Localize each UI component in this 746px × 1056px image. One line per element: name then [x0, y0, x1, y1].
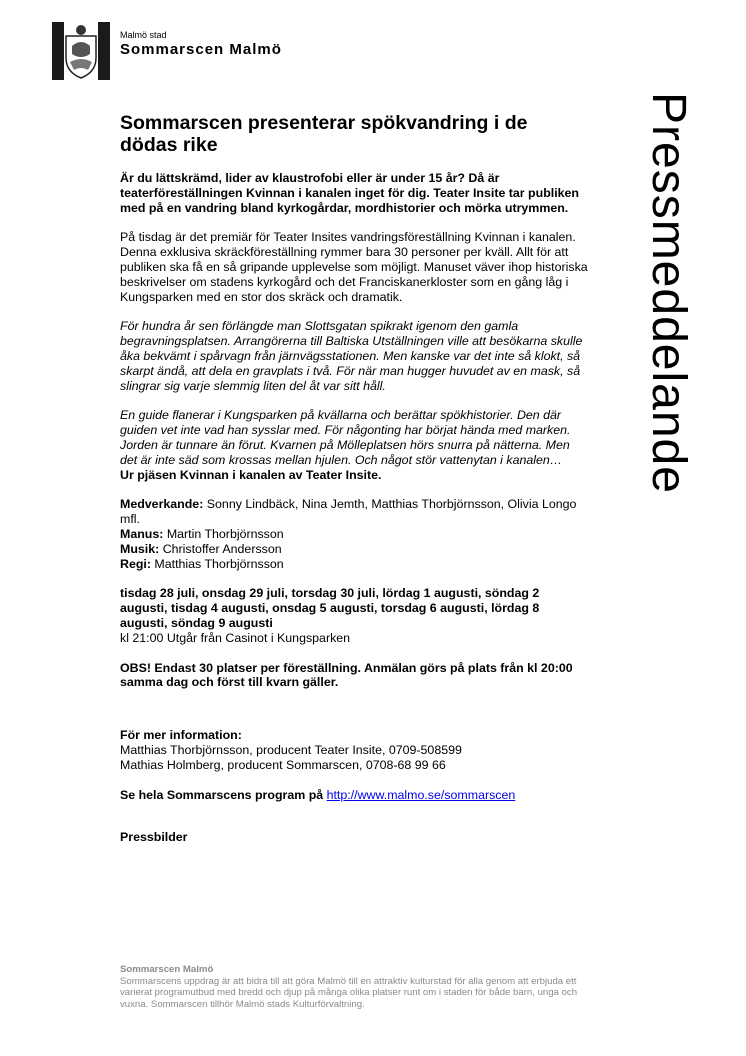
article: [120, 112, 590, 860]
footer: [120, 964, 590, 1010]
info-heading: För mer information:: [120, 728, 242, 743]
credit-label: Medverkande:: [120, 497, 204, 512]
quote-source: Ur pjäsen Kvinnan i kanalen av Teater Insite.: [120, 467, 382, 482]
credit-medverkande: [120, 497, 590, 527]
time-and-place: kl 21:00 Utgår från Casinot i Kungsparken: [120, 630, 351, 645]
org-name: Sommarscen Malmö: [120, 41, 282, 58]
credit-musik: [120, 542, 590, 557]
credit-value: Matthias Thorbjörnsson: [150, 556, 284, 571]
quote-block: [120, 408, 590, 482]
program-link[interactable]: http://www.malmo.se/sommarscen: [326, 787, 516, 802]
vertical-press-label: Pressmeddelande: [642, 92, 695, 494]
program-text: Se hela Sommarscens program på: [120, 787, 327, 802]
credit-label: Regi:: [120, 556, 151, 571]
article-title: Sommarscen presenterar spökvandring i de dödas rike: [120, 112, 528, 156]
article-body-paragraph: På tisdag är det premiär för Teater Insites vandringsföreställning Kvinnan i kanalen. Denna exklusiva skräckföreställning rymmer bara 30 personer per kväll. Allt för att publiken ska få en så gripande upplevelse som möjligt. Manuset väver ihop historiska beskrivelser om stadens kyrkogård och det Franciskanerkloster som en gång låg i Kungsparken med en stor dos skräck och dramatik.: [120, 230, 588, 304]
org-small-label: Malmö stad: [120, 30, 167, 40]
credit-regi: [120, 557, 590, 572]
footer-title: Sommarscen Malmö: [120, 964, 214, 975]
article-lead: Är du lättskrämd, lider av klaustrofobi eller är under 15 år? Då är teaterföreställningen Kvinnan i kanalen inget för dig. Teater Insite tar publiken med på en vandring bland kyrkogårdar, mordhistorier och mörka utrymmen.: [120, 171, 579, 215]
malmo-coat-of-arms-logo: [52, 22, 110, 80]
quote-paragraph-1: För hundra år sen förlängde man Slottsgatan spikrakt igenom den gamla begravningsplatsen. Arrangörerna till Baltiska Utställningen ville att besökarna skulle åka bekvämt i spårvagn från järnvägsstationen. Men kanske var det inte så klokt, så skarpt ändå, att dela en gravplats i två. För när man hugger huvudet av en mask, så slingrar sig varje slemmig liten del åt var sitt håll.: [120, 319, 583, 393]
notice: OBS! Endast 30 platser per föreställning. Anmälan görs på plats från kl 20:00 samma dag och först till kvarn gäller.: [120, 660, 573, 690]
footer-text: Sommarscens uppdrag är att bidra till att göra Malmö till en attraktiv kulturstad för alla genom att erbjuda ett varierat programutbud med bredd och djup på många olika platser runt om i staden för både barn, unga och vuxna. Sommarscen tillhör Malmö stads Kulturförvaltning.: [120, 975, 578, 1010]
schedule: [120, 586, 590, 645]
contact-info: [120, 728, 590, 772]
program-line: [120, 788, 590, 803]
credits: [120, 497, 590, 571]
quote-paragraph-2: En guide flanerar i Kungsparken på kvällarna och berättar spökhistorier. Den där guiden vet inte vad han sysslar med. För någonting har börjat hända med marken. Jorden är tunnare än förut. Kvarnen på Mölleplatsen hörs snurra på nätterna. Men det är inte säd som krossas mellan hjulen. Och något stör vattenytan i kanalen…: [120, 408, 571, 467]
credit-value: Sonny Lindbäck, Nina Jemth, Matthias Thorbjörnsson, Olivia Longo mfl.: [120, 497, 577, 527]
pressbilder-heading: Pressbilder: [120, 830, 188, 845]
contact-line: Matthias Thorbjörnsson, producent Teater Insite, 0709-508599: [120, 742, 462, 757]
credit-label: Musik:: [120, 541, 160, 556]
performance-dates: tisdag 28 juli, onsdag 29 juli, torsdag 30 juli, lördag 1 augusti, söndag 2 augusti, tisdag 4 augusti, onsdag 5 augusti, torsdag 6 augusti, lördag 8 augusti, söndag 9 augusti: [120, 586, 540, 630]
contact-line: Mathias Holmberg, producent Sommarscen, 0708-68 99 66: [120, 757, 446, 772]
credit-value: Christoffer Andersson: [159, 541, 282, 556]
credit-manus: [120, 527, 590, 542]
credit-label: Manus:: [120, 526, 164, 541]
credit-value: Martin Thorbjörnsson: [163, 526, 284, 541]
